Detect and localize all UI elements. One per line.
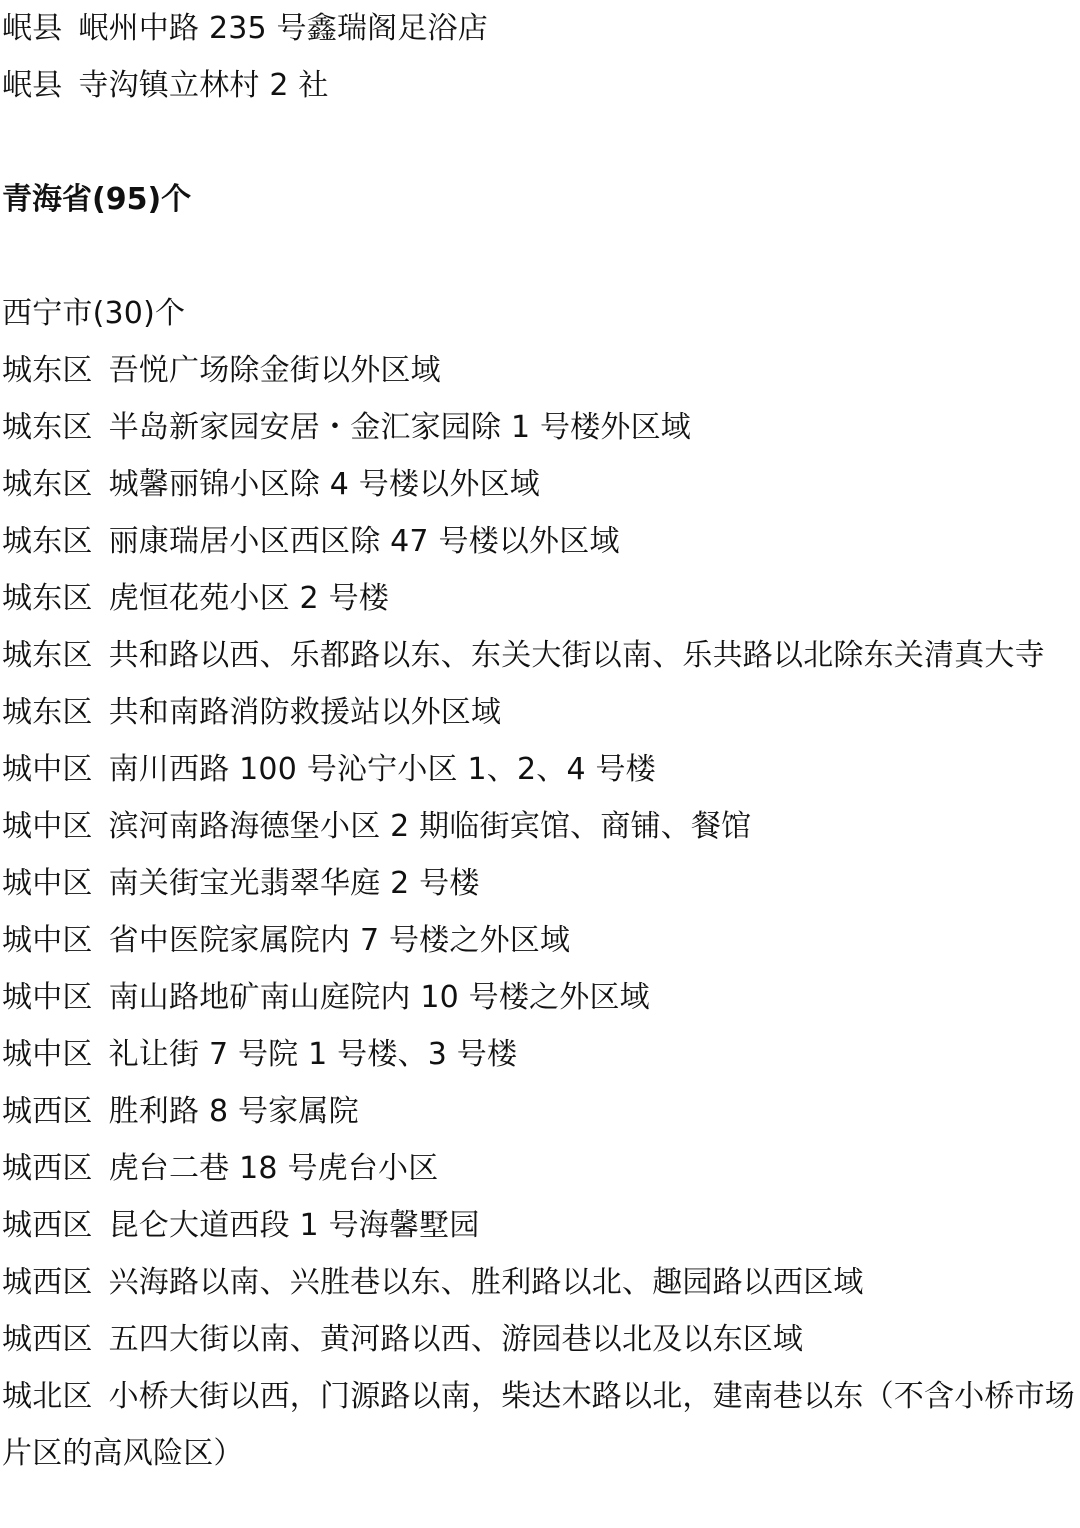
list-item bbox=[2, 741, 1080, 798]
district-label: 岷县 bbox=[2, 11, 63, 46]
district-label: 城西区 bbox=[2, 1094, 93, 1129]
district-label: 城中区 bbox=[2, 1037, 93, 1072]
list-item bbox=[2, 912, 1080, 969]
district-label: 城西区 bbox=[2, 1208, 93, 1243]
list-item bbox=[2, 456, 1080, 513]
list-item bbox=[2, 513, 1080, 570]
district-label: 城西区 bbox=[2, 1322, 93, 1357]
district-label: 城东区 bbox=[2, 410, 93, 445]
district-label: 城东区 bbox=[2, 353, 93, 388]
district-label: 城中区 bbox=[2, 809, 93, 844]
document-body bbox=[2, 0, 1080, 1482]
spacer bbox=[2, 228, 1080, 285]
place-text: 礼让街 7 号院 1 号楼、3 号楼 bbox=[108, 1037, 518, 1072]
place-text: 小桥大街以西，门源路以南，柴达木路以北，建南巷以东（不含小桥市场片区的高风险区） bbox=[2, 1379, 1076, 1471]
list-item bbox=[2, 1368, 1080, 1482]
place-text: 寺沟镇立林村 2 社 bbox=[78, 68, 329, 103]
list-item bbox=[2, 342, 1080, 399]
district-label: 城中区 bbox=[2, 752, 93, 787]
place-text: 共和路以西、乐都路以东、东关大街以南、乐共路以北除东关清真大寺 bbox=[108, 638, 1045, 673]
place-text: 南山路地矿南山庭院内 10 号楼之外区域 bbox=[108, 980, 650, 1015]
list-item bbox=[2, 684, 1080, 741]
list-item bbox=[2, 57, 1080, 114]
list-item bbox=[2, 1311, 1080, 1368]
district-label: 城东区 bbox=[2, 581, 93, 616]
place-text: 五四大街以南、黄河路以西、游园巷以北及以东区域 bbox=[108, 1322, 804, 1357]
place-text: 半岛新家园安居・金汇家园除 1 号楼外区域 bbox=[108, 410, 691, 445]
list-item bbox=[2, 1026, 1080, 1083]
place-text: 省中医院家属院内 7 号楼之外区域 bbox=[108, 923, 571, 958]
list-item bbox=[2, 0, 1080, 57]
place-text: 虎恒花苑小区 2 号楼 bbox=[108, 581, 389, 616]
place-text: 岷州中路 235 号鑫瑞阁足浴店 bbox=[78, 11, 488, 46]
district-label: 城北区 bbox=[2, 1379, 93, 1414]
place-text: 共和南路消防救援站以外区域 bbox=[108, 695, 502, 730]
list-item bbox=[2, 1083, 1080, 1140]
place-text: 兴海路以南、兴胜巷以东、胜利路以北、趣园路以西区域 bbox=[108, 1265, 864, 1300]
city-heading: 西宁市(30)个 bbox=[2, 296, 186, 331]
list-item bbox=[2, 1140, 1080, 1197]
district-label: 岷县 bbox=[2, 68, 63, 103]
place-text: 城馨丽锦小区除 4 号楼以外区域 bbox=[108, 467, 540, 502]
district-label: 城东区 bbox=[2, 467, 93, 502]
place-text: 昆仑大道西段 1 号海馨墅园 bbox=[108, 1208, 480, 1243]
place-text: 胜利路 8 号家属院 bbox=[108, 1094, 359, 1129]
district-label: 城中区 bbox=[2, 980, 93, 1015]
district-label: 城东区 bbox=[2, 638, 93, 673]
district-label: 城西区 bbox=[2, 1151, 93, 1186]
district-label: 城东区 bbox=[2, 695, 93, 730]
list-item bbox=[2, 399, 1080, 456]
district-label: 城中区 bbox=[2, 923, 93, 958]
place-text: 南关街宝光翡翠华庭 2 号楼 bbox=[108, 866, 480, 901]
place-text: 南川西路 100 号沁宁小区 1、2、4 号楼 bbox=[108, 752, 656, 787]
place-text: 吾悦广场除金街以外区域 bbox=[108, 353, 441, 388]
place-text: 丽康瑞居小区西区除 47 号楼以外区域 bbox=[108, 524, 620, 559]
list-item bbox=[2, 570, 1080, 627]
place-text: 滨河南路海德堡小区 2 期临街宾馆、商铺、餐馆 bbox=[108, 809, 752, 844]
list-item bbox=[2, 1197, 1080, 1254]
spacer bbox=[2, 114, 1080, 171]
list-item bbox=[2, 1254, 1080, 1311]
district-label: 城东区 bbox=[2, 524, 93, 559]
place-text: 虎台二巷 18 号虎台小区 bbox=[108, 1151, 439, 1186]
district-label: 城西区 bbox=[2, 1265, 93, 1300]
list-item bbox=[2, 855, 1080, 912]
province-heading: 青海省(95)个 bbox=[2, 182, 192, 217]
list-item bbox=[2, 969, 1080, 1026]
district-label: 城中区 bbox=[2, 866, 93, 901]
list-item bbox=[2, 798, 1080, 855]
list-item bbox=[2, 627, 1080, 684]
